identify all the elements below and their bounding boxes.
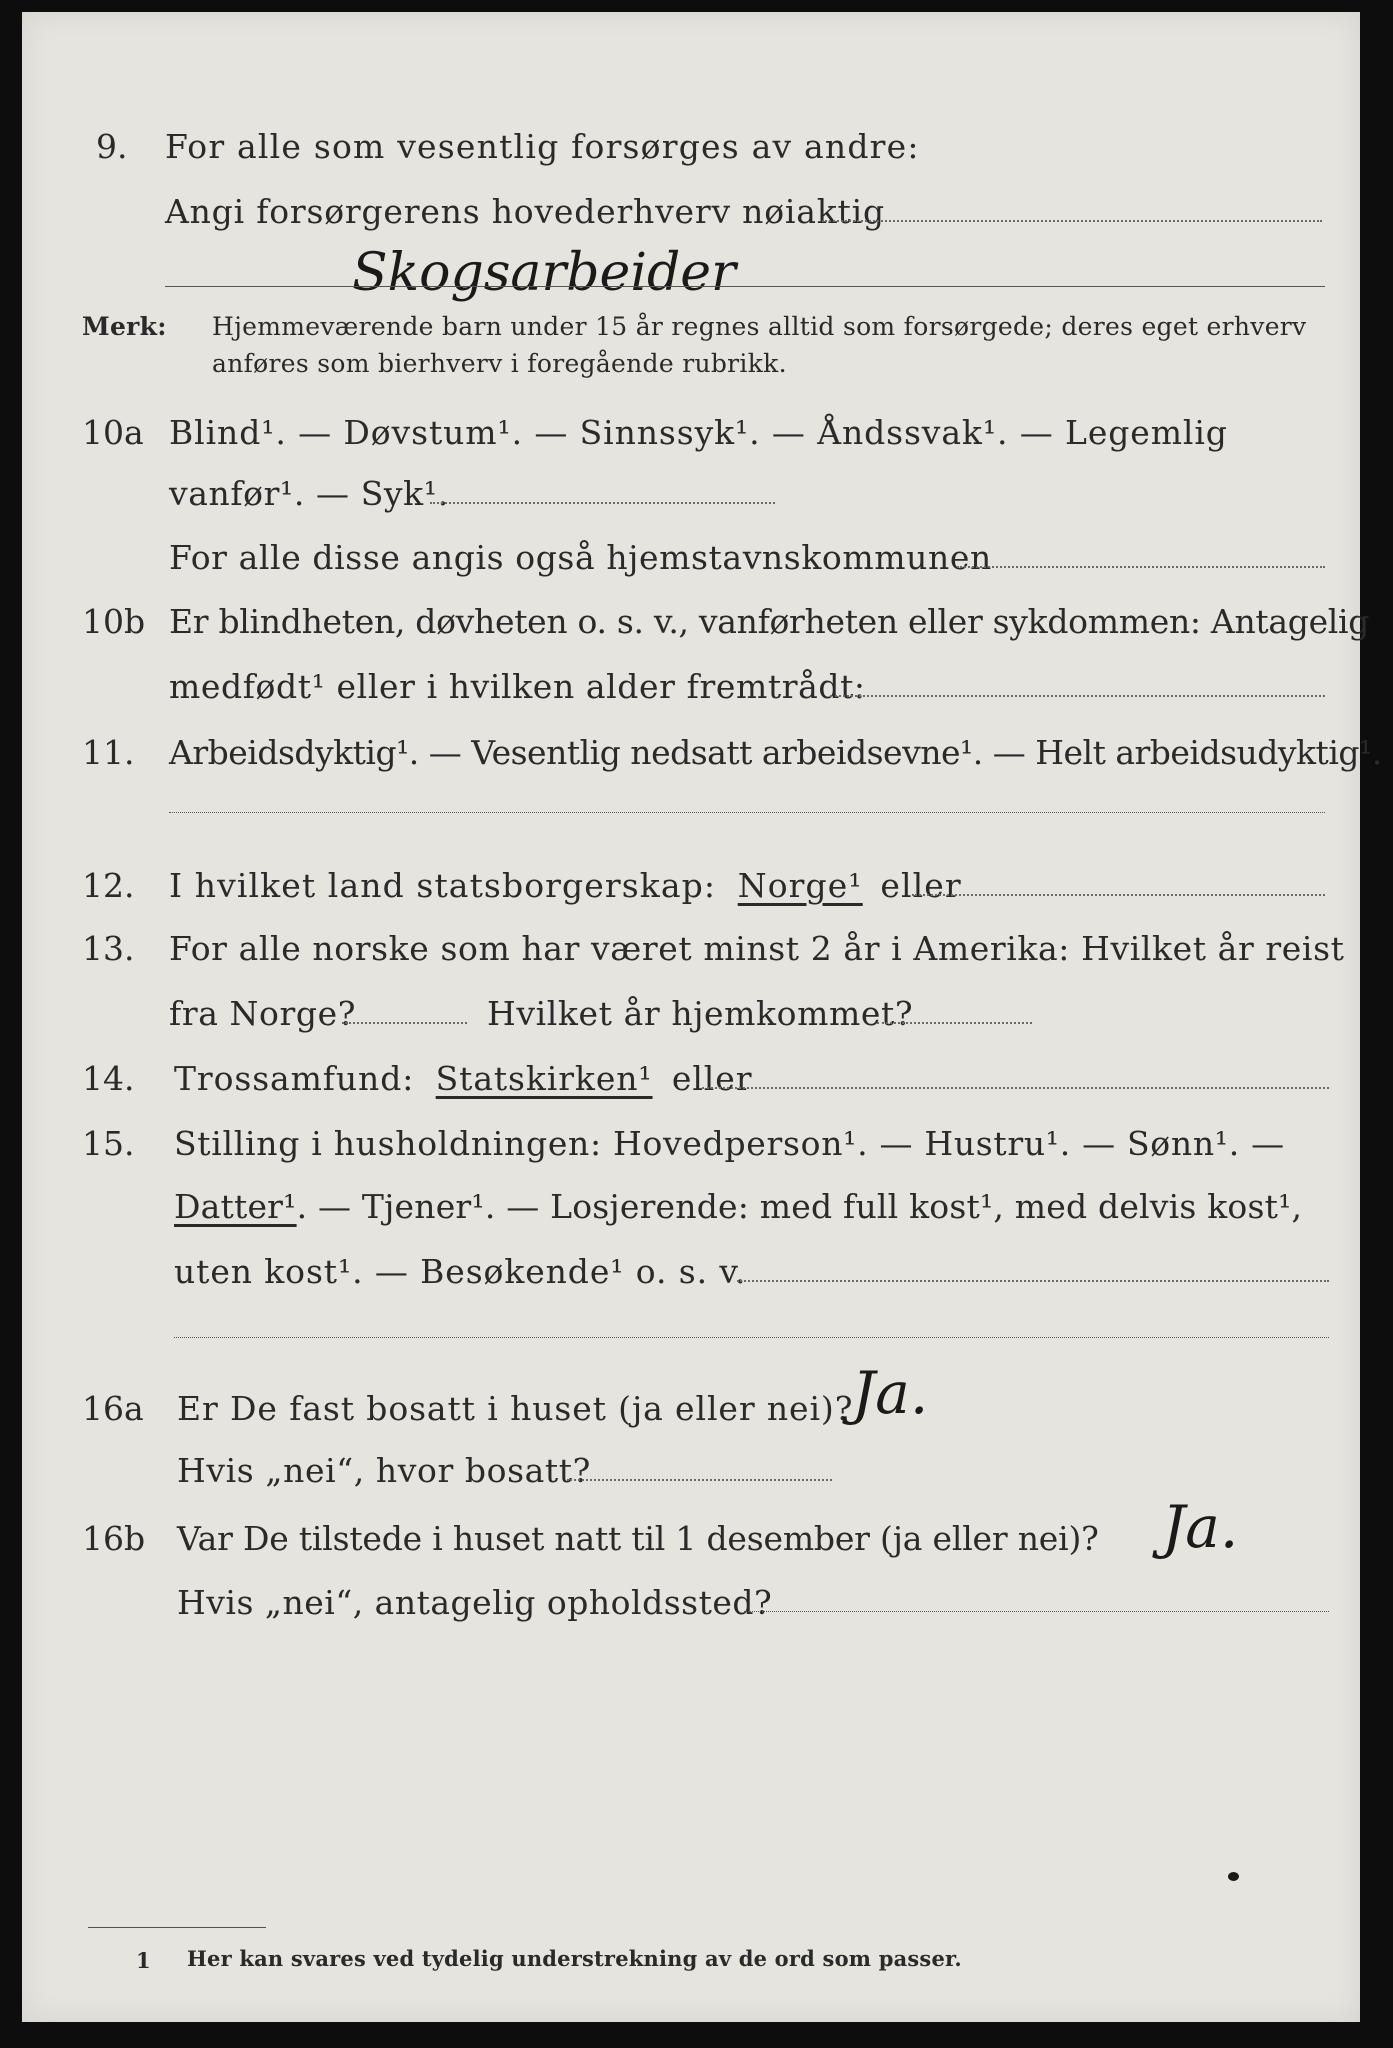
q16a-line1: Er De fast bosatt i huset (ja eller nei)?: [177, 1389, 854, 1428]
ink-dot: [1228, 1872, 1239, 1881]
q13-line2a: fra Norge?: [169, 994, 357, 1033]
q10a-line1: Blind¹. — Døvstum¹. — Sinnssyk¹. — Åndssvak¹. — Legemlig: [169, 413, 1228, 452]
q15-dots: [737, 1280, 1329, 1282]
footnote-marker: 1: [136, 1948, 151, 1973]
q16a-number: 16a: [82, 1389, 144, 1428]
q10b-alder-dots: [830, 695, 1325, 697]
q13-line2b: Hvilket år hjemkommet?: [487, 994, 914, 1033]
q15-answer-line: [174, 1337, 1329, 1338]
q15-underlined-answer: Datter¹: [174, 1187, 297, 1226]
q9-number: 9.: [96, 127, 128, 166]
q11-line1: Arbeidsdyktig¹. — Vesentlig nedsatt arbeidsevne¹. — Helt arbeidsudyktig¹.: [169, 733, 1382, 772]
q14-dots: [702, 1087, 1329, 1089]
q10b-line1: Er blindheten, døvheten o. s. v., vanførheten eller sykdommen: Antagelig: [169, 602, 1370, 641]
q9-answer-dots: [822, 220, 1322, 222]
q13-line1: For alle norske som har været minst 2 år i Amerika: Hvilket år reist: [169, 929, 1345, 968]
q9-line2: Angi forsørgerens hovederhverv nøiaktig: [165, 192, 885, 231]
q16b-opholdssted-line: [744, 1611, 1329, 1612]
q10a-syk-dots: [430, 502, 775, 504]
q16a-line2: Hvis „nei“, hvor bosatt?: [177, 1451, 591, 1490]
q15-line2-rest: . — Tjener¹. — Losjerende: med full kost¹, med delvis kost¹,: [296, 1187, 1303, 1226]
q13-reist-dots: [342, 1022, 467, 1024]
q9-line1: For alle som vesentlig forsørges av andre:: [165, 127, 920, 166]
q12-prefix: I hvilket land statsborgerskap:: [169, 866, 717, 905]
q16b-line2: Hvis „nei“, antagelig opholdssted?: [177, 1583, 773, 1622]
q16b-line1: Var De tilstede i huset natt til 1 desember (ja eller nei)?: [177, 1519, 1099, 1558]
q15-number: 15.: [82, 1124, 135, 1163]
q10a-line3: For alle disse angis også hjemstavnskommunen: [169, 538, 992, 577]
footnote-text: Her kan svares ved tydelig understrekning av de ord som passer.: [187, 1946, 962, 1971]
q16a-bosatt-dots: [567, 1479, 832, 1481]
merk-line2: anføres som bierhverv i foregående rubrikk.: [212, 349, 787, 378]
footnote-rule: [88, 1927, 266, 1928]
q15-line2: [174, 1187, 1303, 1226]
q12-line: [169, 866, 962, 905]
q15-line3: uten kost¹. — Besøkende¹ o. s. v.: [174, 1252, 747, 1291]
q14-line: [174, 1059, 753, 1098]
merk-label: Merk:: [82, 312, 167, 341]
q12-underlined-answer: Norge¹: [737, 866, 863, 905]
q9-handwritten-answer: Skogsarbeider: [352, 243, 736, 303]
q10a-line2: vanfør¹. — Syk¹.: [169, 474, 449, 513]
census-form-page: [22, 12, 1382, 2022]
q16b-handwritten-answer: Ja.: [1162, 1493, 1239, 1561]
q16a-handwritten-answer: Ja.: [852, 1359, 929, 1427]
q13-number: 13.: [82, 929, 135, 968]
q15-line1: Stilling i husholdningen: Hovedperson¹. — Hustru¹. — Sønn¹. —: [174, 1124, 1285, 1163]
q10b-line2: medfødt¹ eller i hvilken alder fremtrådt:: [169, 667, 866, 706]
q11-answer-line: [169, 812, 1325, 813]
q16b-number: 16b: [82, 1519, 146, 1558]
q10b-number: 10b: [82, 602, 146, 641]
q11-number: 11.: [82, 733, 135, 772]
merk-line1: Hjemmeværende barn under 15 år regnes alltid som forsørgede; deres eget erhverv: [212, 312, 1307, 341]
q10a-number: 10a: [82, 413, 144, 452]
q14-suffix: eller: [671, 1059, 753, 1098]
q12-suffix: eller: [880, 866, 962, 905]
q14-prefix: Trossamfund:: [174, 1059, 415, 1098]
q9-answer-line: [165, 286, 1325, 287]
q13-hjemkommet-dots: [877, 1022, 1032, 1024]
q12-number: 12.: [82, 866, 135, 905]
q14-underlined-answer: Statskirken¹: [435, 1059, 653, 1098]
q14-number: 14.: [82, 1059, 135, 1098]
q10a-hjemstavn-dots: [957, 566, 1325, 568]
q12-dots: [912, 894, 1325, 896]
